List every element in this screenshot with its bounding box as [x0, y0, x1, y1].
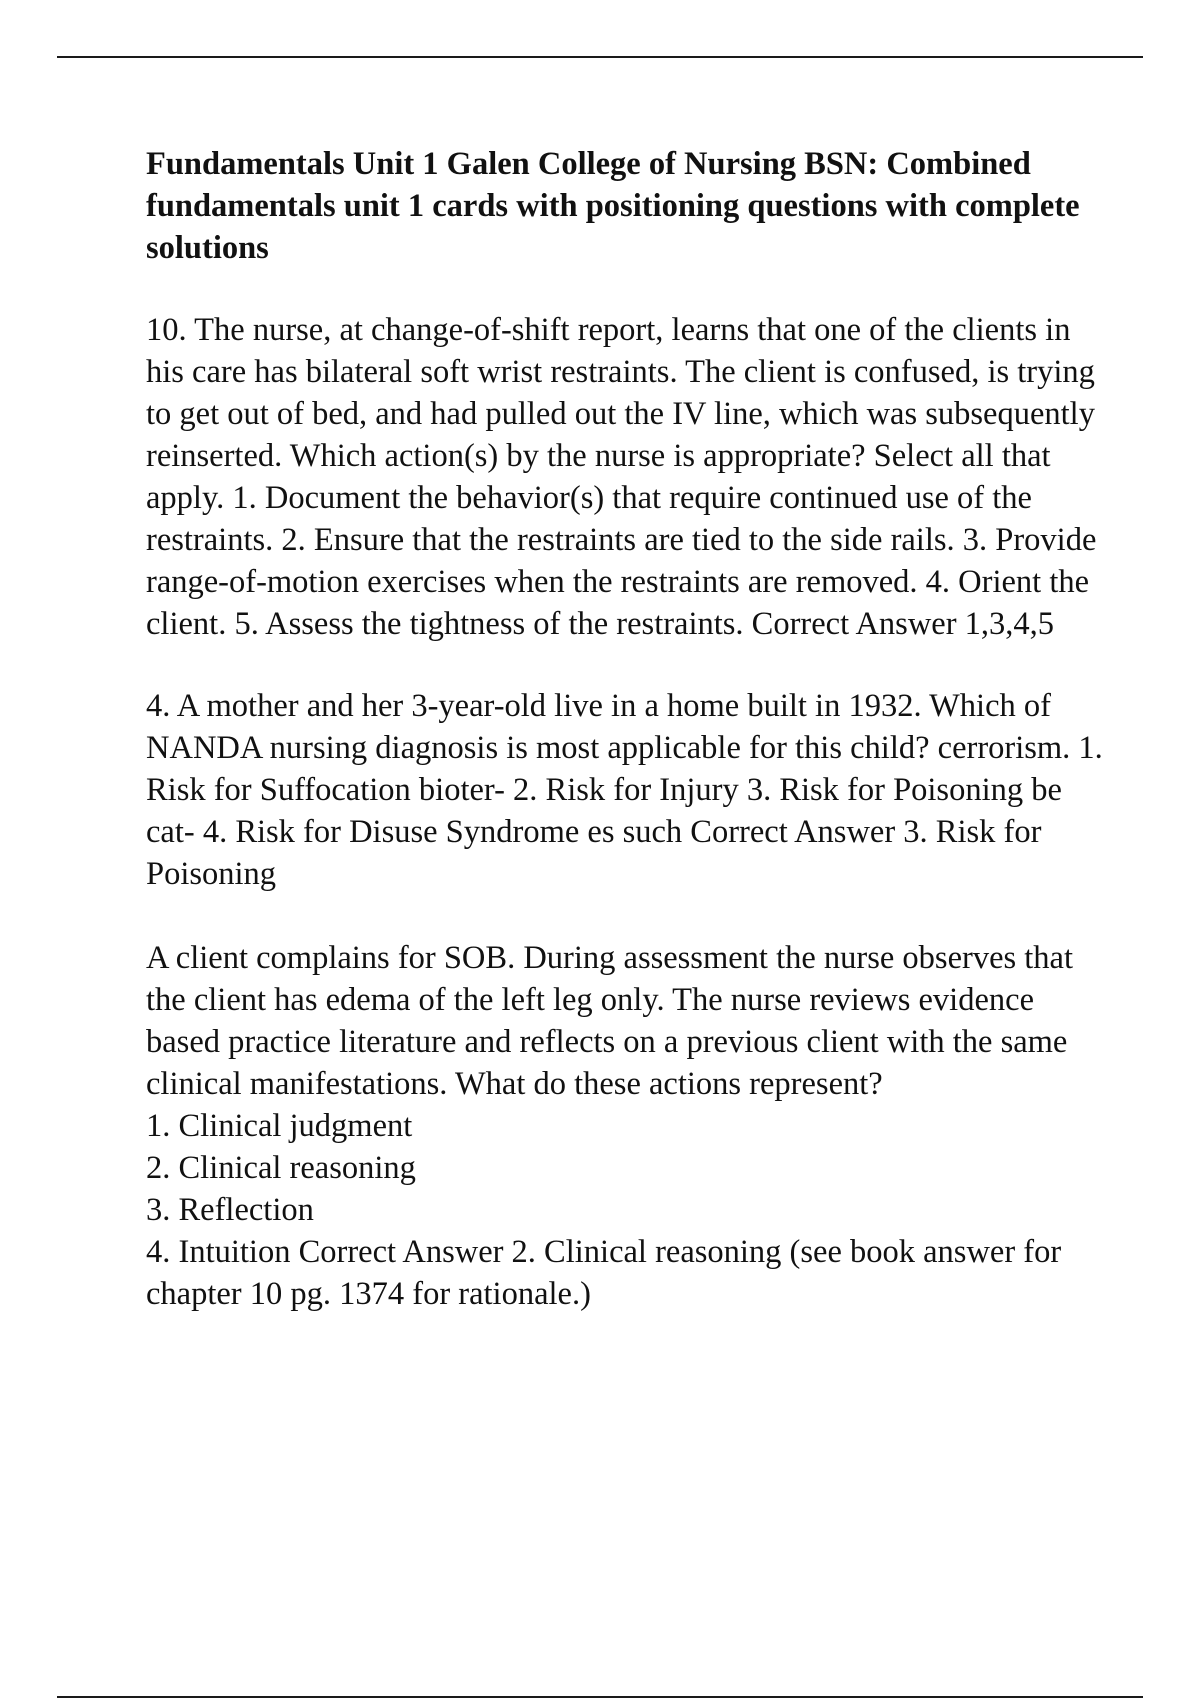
- answer-option: 2. Clinical reasoning: [146, 1150, 416, 1186]
- document-body: [146, 143, 1106, 1315]
- bottom-rule: [57, 1696, 1143, 1698]
- question-clinical-reasoning: [146, 937, 1106, 1315]
- answer-option: 3. Reflection: [146, 1192, 314, 1228]
- question-nanda-diagnosis: 4. A mother and her 3-year-old live in a home built in 1932. Which of NANDA nursing diagnosis is most applicable for this child? cerrorism. 1. Risk for Suffocation bioter- 2. Risk for Injury 3. Risk for Poisoning be cat- 4. Risk for Disuse Syndrome es such Correct Answer 3. Risk for Poisoning: [146, 688, 1103, 892]
- answer-option-with-correct-answer: 4. Intuition Correct Answer 2. Clinical reasoning (see book answer for chapter 10 pg. 1374 for rationale.): [146, 1234, 1062, 1312]
- top-rule: [57, 56, 1143, 58]
- document-title: Fundamentals Unit 1 Galen College of Nursing BSN: Combined fundamentals unit 1 cards with positioning questions with complete solutions: [146, 146, 1080, 266]
- question-restraints: 10. The nurse, at change-of-shift report, learns that one of the clients in his care has bilateral soft wrist restraints. The client is confused, is trying to get out of bed, and had pulled out the IV line, which was subsequently reinserted. Which action(s) by the nurse is appropriate? Select all that apply. 1. Document the behavior(s) that require continued use of the restraints. 2. Ensure that the restraints are tied to the side rails. 3. Provide range-of-motion exercises when the restraints are removed. 4. Orient the client. 5. Assess the tightness of the restraints. Correct Answer 1,3,4,5: [146, 312, 1097, 642]
- question-stem: A client complains for SOB. During assessment the nurse observes that the client has edema of the left leg only. The nurse reviews evidence based practice literature and reflects on a previous client with the same clinical manifestations. What do these actions represent?: [146, 940, 1073, 1102]
- answer-option: 1. Clinical judgment: [146, 1108, 413, 1144]
